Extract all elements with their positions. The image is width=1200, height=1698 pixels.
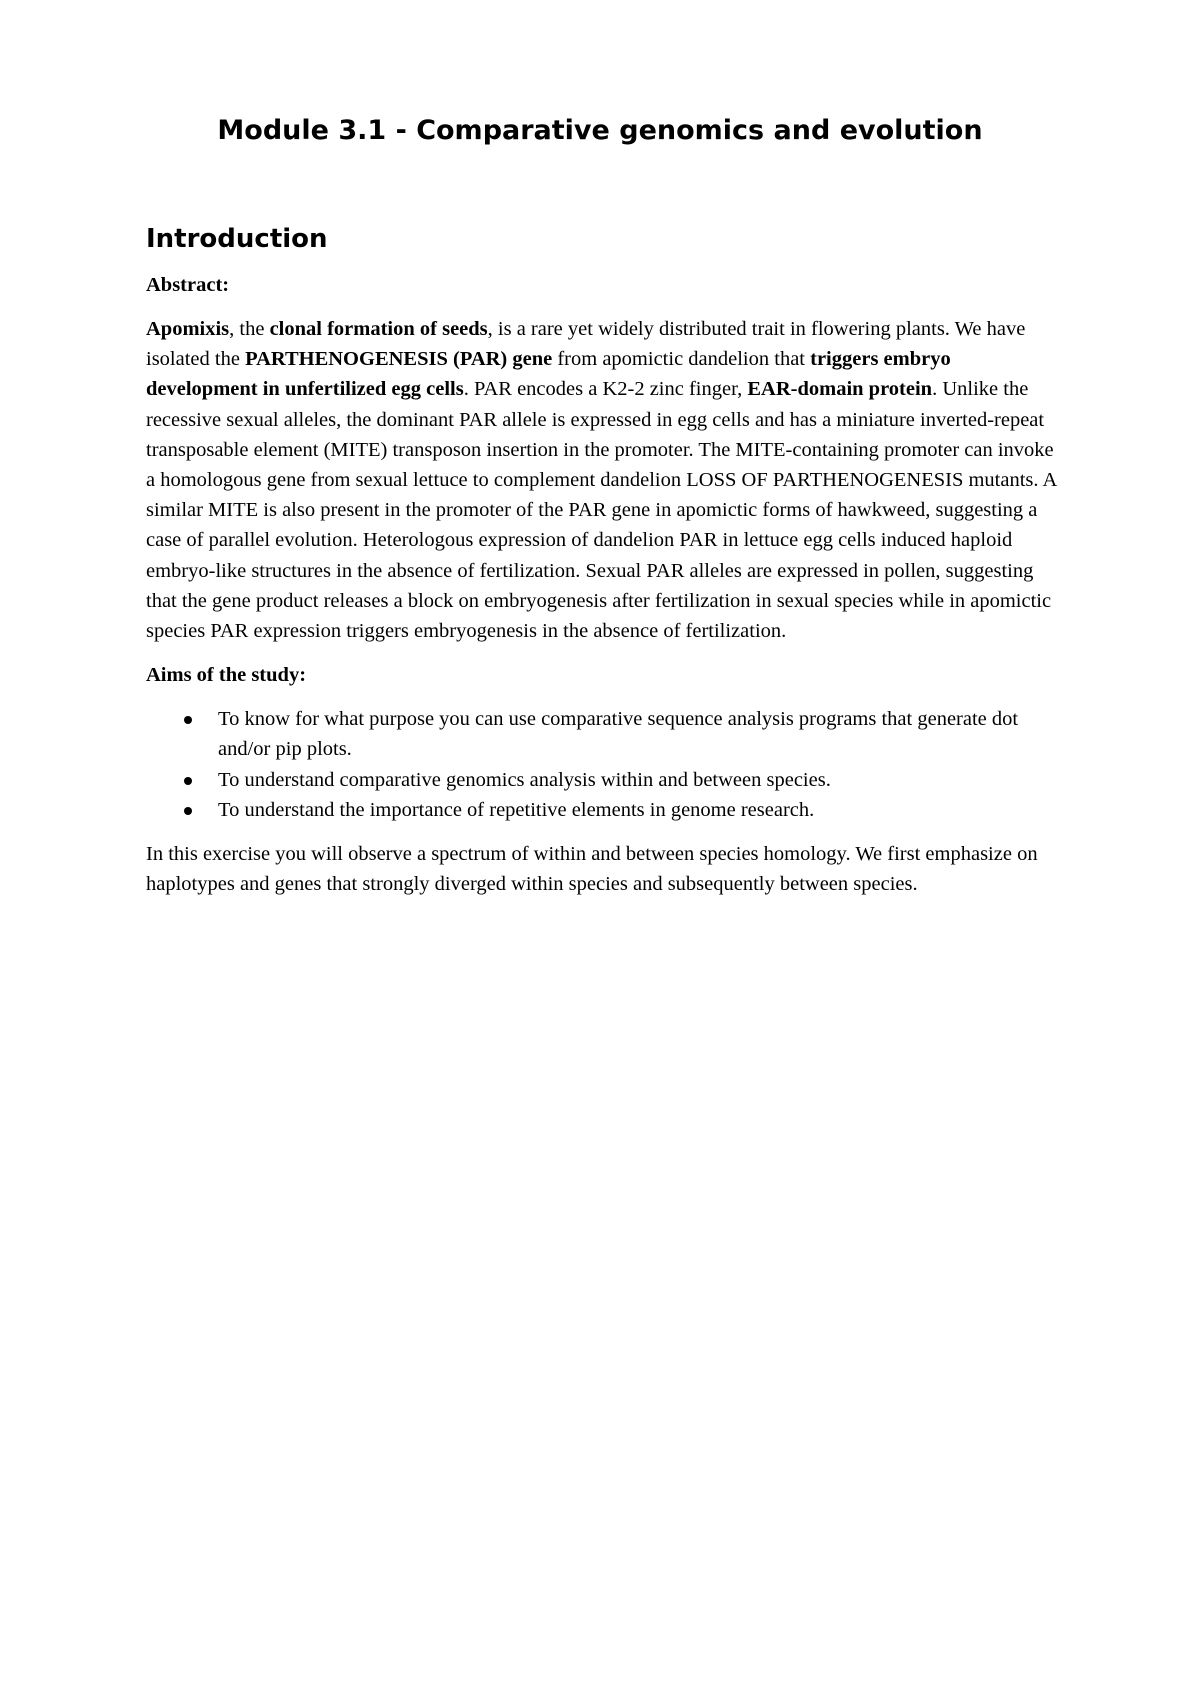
bullet-icon <box>184 777 192 785</box>
aims-heading: Aims of the study: <box>146 664 307 687</box>
aims-list <box>146 704 1066 825</box>
abstract-bold-par-gene: PARTHENOGENESIS (PAR) gene <box>245 348 553 371</box>
abstract-text-4: . PAR encodes a K2-2 zinc finger, <box>463 378 748 401</box>
abstract-text-2: , is a rare yet widely distributed trait in flowering plants. We have isolated the <box>146 318 1026 371</box>
abstract-paragraph <box>146 314 1066 646</box>
aim-text: To understand comparative genomics analysis within and between species. <box>218 768 831 791</box>
list-item <box>146 795 1066 825</box>
abstract-bold-apomixis: Apomixis <box>146 318 230 340</box>
abstract-text-1: , the <box>229 318 270 340</box>
closing-paragraph: In this exercise you will observe a spectrum of within and between species homology. We first emphasize on haplotypes and genes that strongly diverged within species and subsequently between species. <box>146 843 1038 896</box>
document-body <box>146 222 1066 913</box>
aim-text: To know for what purpose you can use comparative sequence analysis programs that generate dot and/or pip plots. <box>218 708 1019 761</box>
abstract-text-5: . Unlike the recessive sexual alleles, the dominant PAR allele is expressed in egg cells and has a miniature inverted-repeat transposable element (MITE) transposon insertion in the promoter. The MITE-containing promoter can invoke a homologous gene from sexual lettuce to complement dandelion LOSS OF PARTHENOGENESIS mutants. A similar MITE is also present in the promoter of the PAR gene in apomictic forms of hawkweed, suggesting a case of parallel evolution. Heterologous expression of dandelion PAR in lettuce egg cells induced haploid embryo-like structures in the absence of fertilization. Sexual PAR alleles are expressed in pollen, suggesting that the gene product releases a block on embryogenesis after fertilization in sexual species while in apomictic species PAR expression triggers embryogenesis in the absence of fertilization. <box>146 378 1057 643</box>
aim-text: To understand the importance of repetitive elements in genome research. <box>218 798 815 821</box>
abstract-bold-ear-domain: EAR-domain protein <box>747 378 933 401</box>
list-item <box>146 765 1066 795</box>
bullet-icon <box>184 716 192 724</box>
list-item <box>146 704 1066 764</box>
bullet-icon <box>184 807 192 815</box>
abstract-text-3: from apomictic dandelion that <box>552 348 811 371</box>
abstract-bold-clonal: clonal formation of seeds <box>269 318 488 340</box>
abstract-heading: Abstract: <box>146 274 230 296</box>
document-title: Module 3.1 - Comparative genomics and evolution <box>217 115 983 146</box>
abstract-bold-triggers: triggers embryo development in unfertilized egg cells <box>146 348 951 401</box>
section-heading-introduction: Introduction <box>146 224 328 254</box>
